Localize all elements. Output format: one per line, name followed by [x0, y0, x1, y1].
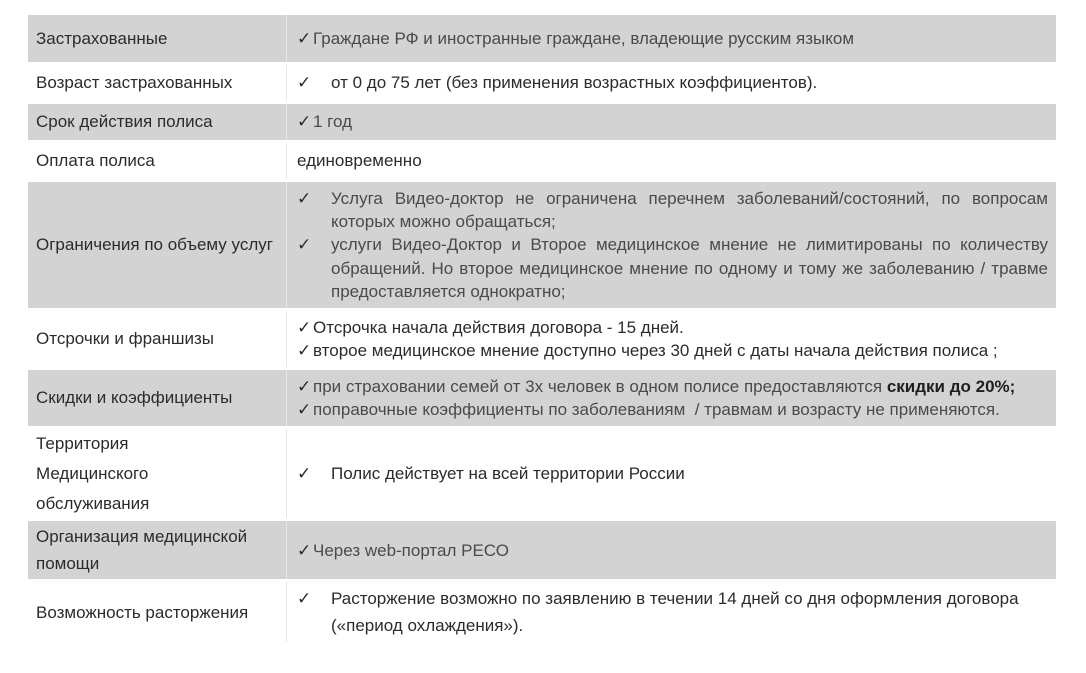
row-value	[287, 182, 1056, 308]
row-label: Ограничения по объему услуг	[28, 182, 287, 308]
check-icon: ✓	[297, 73, 312, 93]
table-row	[28, 15, 1056, 62]
check-icon: ✓	[297, 235, 312, 255]
table-row	[28, 311, 1056, 367]
row-label: Оплата полиса	[28, 143, 287, 179]
list-item	[297, 339, 1048, 362]
row-value	[287, 15, 1056, 62]
row-label: Отсрочки и франшизы	[28, 311, 287, 367]
row-value	[287, 370, 1056, 426]
row-label-text: Территория Медицинского обслуживания	[36, 434, 150, 513]
row-value	[287, 582, 1056, 642]
list-item	[297, 398, 1048, 421]
table-row	[28, 143, 1056, 179]
row-value: единовременно	[287, 143, 1056, 179]
value-text: Через web-портал РЕСО	[313, 540, 509, 560]
row-label: Возраст застрахованных	[28, 65, 287, 101]
table-row	[28, 370, 1056, 426]
value-text: второе медицинское мнение доступно через 30 дней с даты начала действия полиса ;	[313, 341, 998, 360]
check-icon: ✓	[297, 400, 312, 419]
discount-highlight: скидки до 20%;	[886, 376, 1016, 396]
list-item	[297, 187, 1048, 233]
row-label: Скидки и коэффициенты	[28, 370, 287, 426]
value-text: Полис действует на всей территории России	[331, 464, 685, 484]
value-text: Услуга Видео-доктор не ограничена перечнем заболеваний/состояний, по вопросам которых можно обращаться;	[331, 189, 1048, 232]
value-text: от 0 до 75 лет (без применения возрастных коэффициентов).	[331, 73, 818, 93]
value-text: при страховании семей от 3х человек в одном полисе предоставляются	[313, 376, 883, 396]
value-text: 1 год	[313, 112, 353, 132]
table-row	[28, 429, 1056, 518]
value-text: Граждане РФ и иностранные граждане, владеющие русским языком	[313, 28, 855, 48]
value-text: Расторжение возможно по заявлению в течении 14 дней со дня оформления договора («период охлаждения»).	[331, 589, 1019, 636]
table-row	[28, 521, 1056, 579]
check-icon: ✓	[297, 317, 312, 337]
row-label	[28, 521, 287, 579]
check-icon: ✓	[297, 540, 312, 560]
list-item	[297, 375, 1048, 398]
value-text: поправочные коэффициенты по заболеваниям / травмам и возрасту не применяются.	[313, 400, 1000, 419]
table-row	[28, 182, 1056, 308]
check-icon: ✓	[297, 589, 312, 609]
row-value	[287, 65, 1056, 101]
check-icon: ✓	[297, 112, 312, 132]
table-row	[28, 104, 1056, 140]
check-icon: ✓	[297, 376, 312, 396]
list-item	[297, 233, 1048, 302]
row-value	[287, 311, 1056, 367]
check-icon: ✓	[297, 28, 312, 48]
check-icon: ✓	[297, 464, 312, 484]
row-label: Застрахованные	[28, 15, 287, 62]
row-value	[287, 429, 1056, 518]
check-icon: ✓	[297, 189, 312, 209]
row-value	[287, 104, 1056, 140]
value-text: услуги Видео-Доктор и Второе медицинское мнение не лимитированы по количеству обращений. Но второе медицинское мнение по одному и тому же заболеванию / травме предоставляется однократно;	[331, 235, 1048, 301]
row-label: Возможность расторжения	[28, 582, 287, 642]
row-label-text: Организация медицинской помощи	[36, 527, 248, 574]
row-label	[28, 429, 287, 518]
value-text: Отсрочка начала действия договора - 15 дней.	[313, 317, 684, 337]
list-item	[297, 316, 1048, 339]
check-icon: ✓	[297, 341, 312, 360]
insurance-terms-table	[28, 12, 1056, 645]
table-row	[28, 65, 1056, 101]
table-row	[28, 582, 1056, 642]
row-label: Срок действия полиса	[28, 104, 287, 140]
row-value	[287, 521, 1056, 579]
